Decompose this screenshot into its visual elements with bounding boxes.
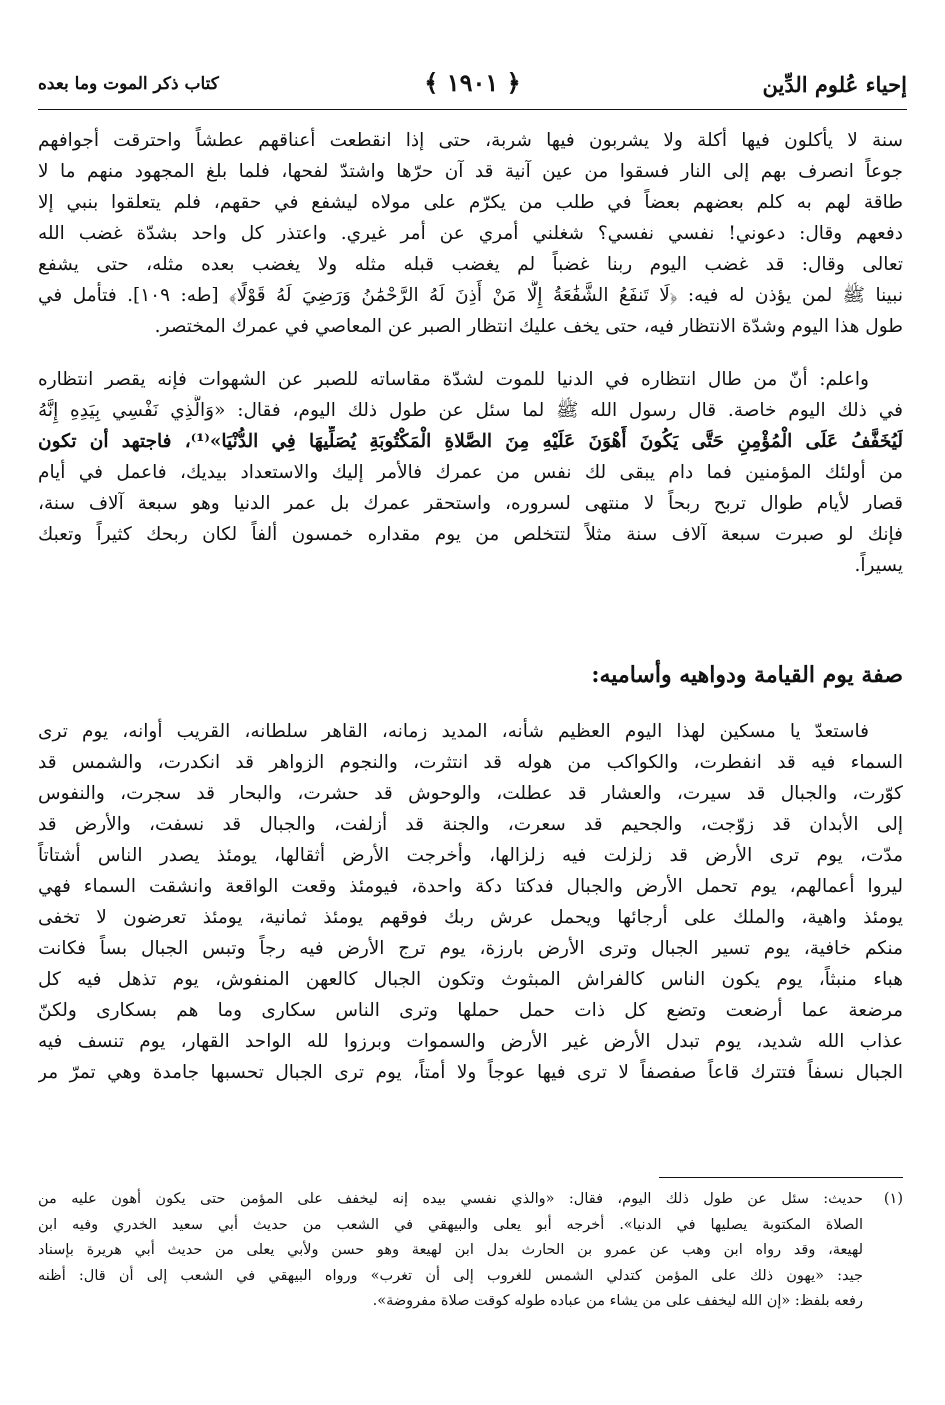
text-line: هباء منبثاً، يوم يكون الناس كالفراش المبثوث وتكون الجبال كالعهن المنفوش، يوم تذهل فيه كل <box>38 969 903 990</box>
text-line: من أولئك المؤمنين فما دام يبقى لك نفس من عمرك فالأمر إليك والاستعداد بيديك، فاعمل في أيام <box>38 462 903 483</box>
text-line: تعالى وقال: قد غضب اليوم ربنا غضباً لم يغضب قبله مثله ولا يغضب بعده مثله، حتى يشفع <box>38 254 903 275</box>
text-line: يومئذ واهية، والملك على أرجائها ويحمل عرش ربك فوقهم يومئذ ثمانية، يومئذ تعرضون لا تخفى <box>38 907 903 928</box>
text-line: فإنك لو صبرت سبعة آلاف سنة مثلاً لتتخلص من يوم مقداره خمسون ألفاً لكان ربحك كثيراً وتعبك <box>38 524 903 545</box>
book-title: إحياء عُلوم الدِّين <box>762 72 907 97</box>
running-header <box>38 66 907 106</box>
footnote-line: لهيعة، وقد رواه ابن وهب عن عمرو بن الحارث بدل ابن لهيعة وهو حسن ولأبي يعلى من حديث أبي هريرة بإسناد <box>38 1242 863 1258</box>
hadith-line: لَيُخَفَّفُ عَلَى الْمُؤْمِنِ حَتَّى يَكُونَ أَهْوَنَ عَلَيْهِ مِنَ الصَّلاةِ الْمَكْتُوبَةِ يُصَلِّيهَا فِي الدُّنْيَا»⁽¹⁾، فاجتهد أن تكون <box>38 431 903 452</box>
footnote-line: حديث: سئل عن طول ذلك اليوم، فقال: «والذي نفسي بيده إنه ليخفف على المؤمن حتى يكون أهون عليه من <box>38 1191 863 1207</box>
text-line: عذاب الله شديد، يوم تبدل الأرض غير الأرض والسموات وبرزوا لله الواحد القهار، يوم تنسف فيه <box>38 1031 903 1052</box>
text-line: ليروا أعمالهم، يوم تحمل الأرض والجبال فدكتا دكة واحدة، فيومئذ وقعت الواقعة وانشقت السماء فهي <box>38 876 903 897</box>
text-line: طاقة لهم به كلم بعضهم بعضاً في طلب من يكرّم على مولاه ليشفع في حقهم، فلم يتعلقوا بنبي إلا <box>38 192 903 213</box>
paragraph-qiyama <box>38 716 903 1088</box>
footnote-line: جيد: «يهون ذلك على المؤمن كتدلي الشمس للغروب إلى أن تغرب» ورواه البيهقي في الشعب إلى أن قال: أظنه <box>38 1267 863 1284</box>
text-line: نبينا ﷺ لمن يؤذن له فيه: ﴿لَا تَنفَعُ الشَّفَٰعَةُ إِلَّا مَنْ أَذِنَ لَهُ الرَّحْمَٰنُ وَرَضِيَ لَهُ قَوْلًا﴾ [طه: ١٠٩]. فتأمل في <box>38 285 903 306</box>
footnote <box>38 1187 903 1315</box>
footnote-separator <box>659 1177 903 1178</box>
text-line: طول هذا اليوم وشدّة الانتظار فيه، حتى يخف عليك انتظار الصبر عن المعاصي في عمرك المختصر. <box>154 316 903 337</box>
footnote-line: رفعه بلفظ: «إن الله ليخفف على من يشاء من عباده طوله كوقت صلاة مفروضة». <box>372 1293 863 1309</box>
text-line: سنة لا يأكلون فيها أكلة ولا يشربون فيها شربة، حتى إذا انقطعت أعناقهم عطشاً واحترقت أجوافهم <box>38 130 903 151</box>
text-line: دفعهم وقال: دعوني! نفسي نفسي؟ شغلني أمري عن أمر غيري. واعتذر كل واحد بشدّة غضب الله <box>38 223 903 244</box>
text-line: كوّرت، والجبال قد سيرت، والعشار قد عطلت، والوحوش قد حشرت، والبحار قد سجرت، والنفوس <box>38 783 903 804</box>
text-line: مرضعة عما أرضعت وتضع كل ذات حمل حملها وترى الناس سكارى وما هم بسكارى ولكنّ <box>38 1000 903 1021</box>
text-line: الجبال نسفاً فتترك قاعاً صفصفاً لا ترى فيها عوجاً ولا أمتاً، يوم ترى الجبال تحسبها جامدة وهي تمرّ مر <box>38 1062 903 1083</box>
text-line: في ذلك اليوم خاصة. قال رسول الله ﷺ لما سئل عن طول ذلك اليوم، فقال: «وَالَّذِي نَفْسِي بِيَدِهِ إِنَّهُ <box>38 400 903 421</box>
paragraph-shafaa <box>38 125 903 342</box>
header-rule <box>38 109 907 110</box>
footnote-marker: (١) <box>883 1191 903 1207</box>
text-line: جوعاً انصرف بهم إلى النار فسقوا من عين آنية قد آن حرّها واشتدّ لفحها، فلما بلغ المجهود منهم ما لا <box>38 161 903 182</box>
text-line: واعلم: أنّ من طال انتظاره في الدنيا للموت لشدّة مقاساته للصبر عن الشهوات فإنه يقصر انتظاره <box>38 369 869 390</box>
text-line: منكم خافية، يوم تسير الجبال وترى الأرض بارزة، يوم ترج الأرض فيه رجاً وتبس الجبال بساً فكانت <box>38 938 903 959</box>
text-line: السماء فيه قد انفطرت، والكواكب من هوله قد انتثرت، والنجوم الزواهر قد انكدرت، والشمس قد <box>38 752 903 773</box>
section-heading: صفة يوم القيامة ودواهيه وأساميه: <box>591 662 903 688</box>
text-line: مدّت، يوم ترى الأرض قد زلزلت فيه زلزالها، وأخرجت الأرض أثقالها، يومئذ يصدر الناس أشتاتاً <box>38 845 903 866</box>
text-line: إلى الأبدان قد زوّجت، والجحيم قد سعرت، والجنة قد أزلفت، والجبال قد نسفت، والأرض قد <box>38 814 903 835</box>
footnote-body <box>38 1187 863 1315</box>
footnote-line: الصلاة المكتوبة يصليها في الدنيا». أخرجه أبو يعلى والبيهقي في الشعب من حديث أبي سعيد الخدري وفيه ابن <box>38 1216 863 1233</box>
text-line: قصار لأيام طوال تربح ربحاً لا منتهى لسروره، واستحقر عمرك بل عمر الدنيا وهو سبعة آلاف سنة، <box>38 493 903 514</box>
page-number: ﴿ ١٩٠١ ﴾ <box>424 68 521 97</box>
chapter-title: كتاب ذكر الموت وما بعده <box>38 74 219 94</box>
text-line: فاستعدّ يا مسكين لهذا اليوم العظيم شأنه، المديد زمانه، القاهر سلطانه، القريب أوانه، يوم ترى <box>38 721 869 742</box>
paragraph-intidhar <box>38 364 903 581</box>
text-line: يسيراً. <box>854 555 903 576</box>
